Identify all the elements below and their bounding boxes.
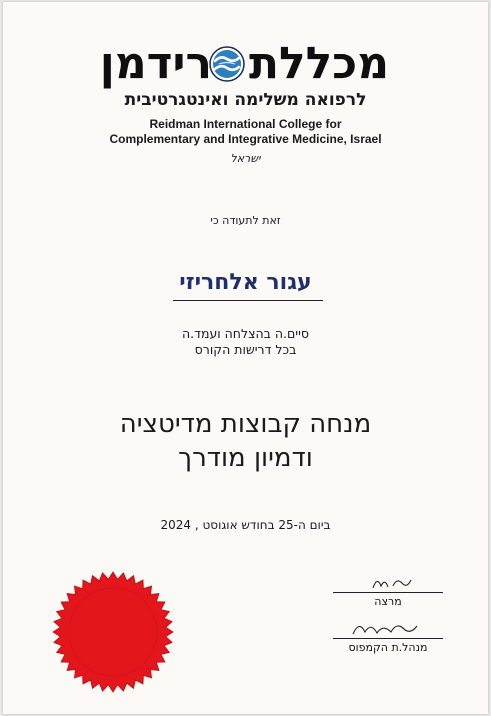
college-logo — [3, 38, 488, 90]
completion-line-1: סיים.ה בהצלחה ועמד.ה — [181, 326, 309, 341]
lecturer-signature-scribble — [333, 574, 443, 592]
completion-text — [3, 326, 488, 358]
course-title-line-1: מנחה קבוצות מדיטציה — [119, 409, 372, 439]
issue-date: ביום ה-25 בחודש אוגוסט , 2024 — [160, 518, 331, 532]
subtitle-hebrew: לרפואה משלימה ואינטגרטיבית — [124, 90, 367, 110]
lecturer-signature — [333, 592, 443, 608]
campus-manager-label: מנהל.ת הקמפוס — [348, 641, 428, 654]
name-underline — [173, 300, 323, 301]
certificate-page — [3, 2, 488, 714]
subtitle-english-line2: Complementary and Integrative Medicine, Israel — [109, 132, 382, 146]
course-title-line-2: ודמיון מודרך — [178, 443, 313, 473]
lecturer-signature-line — [333, 592, 443, 593]
certify-text: זאת לתעודה כי — [210, 214, 281, 227]
hands-globe-icon — [209, 46, 245, 82]
lecturer-label: מרצה — [374, 595, 402, 608]
logo-word-right: מכללת — [249, 38, 390, 89]
country-label: ישראל — [230, 152, 261, 165]
campus-manager-signature-scribble — [333, 618, 443, 638]
completion-line-2: בכל דרישות הקורס — [194, 342, 297, 357]
red-seal — [51, 570, 175, 694]
logo-word-left: רידמן — [99, 38, 212, 89]
course-title — [3, 407, 488, 475]
campus-manager-signature — [333, 638, 443, 654]
campus-manager-signature-line — [333, 638, 443, 639]
subtitle-english-line1: Reidman International College for — [149, 117, 342, 131]
recipient-name: עגור אלחריזי — [179, 270, 312, 295]
